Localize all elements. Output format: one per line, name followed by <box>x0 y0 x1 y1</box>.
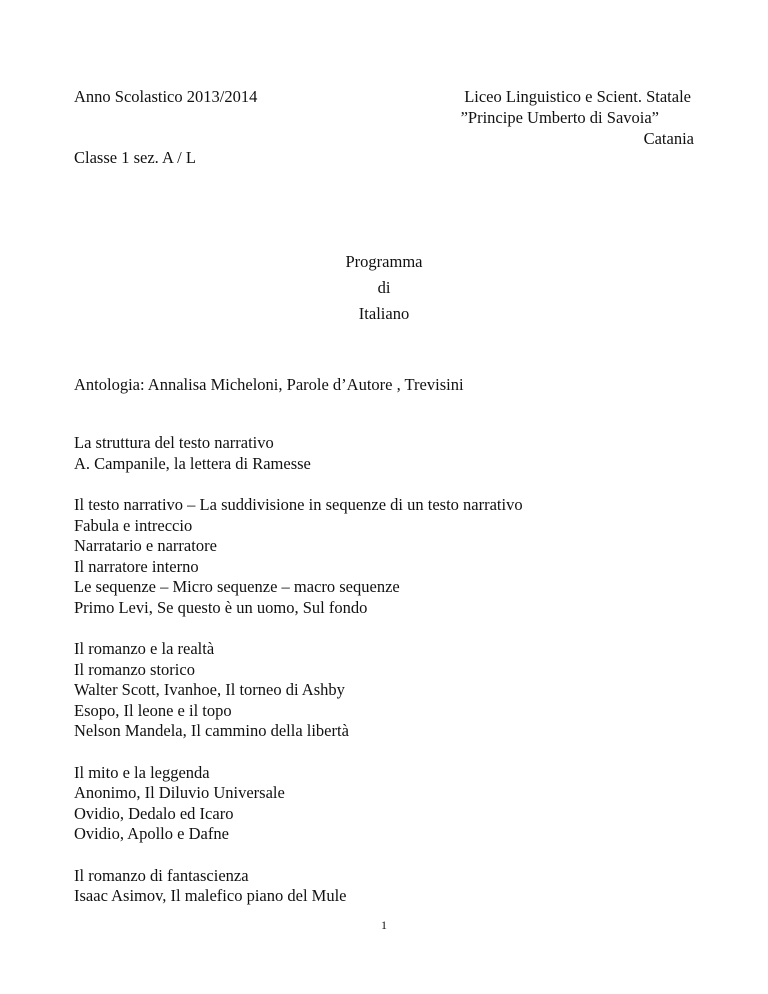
anthology-reference: Antologia: Annalisa Micheloni, Parole d’Autore , Trevisini <box>74 375 464 394</box>
program-section <box>74 495 714 618</box>
section-line: Narratario e narratore <box>74 536 217 555</box>
section-line: Il romanzo di fantascienza <box>74 865 249 885</box>
section-line: Nelson Mandela, Il cammino della libertà <box>74 721 349 740</box>
section-line: Ovidio, Dedalo ed Icaro <box>74 803 234 823</box>
program-section <box>74 866 714 907</box>
document-title <box>0 249 768 327</box>
title-line: di <box>377 278 391 297</box>
section-line: Il romanzo e la realtà <box>74 639 215 658</box>
title-line: Italiano <box>358 304 410 323</box>
section-line: Il testo narrativo – La suddivisione in sequenze di un testo narrativo <box>74 495 523 514</box>
section-line: A. Campanile, la lettera di Ramesse <box>74 453 311 473</box>
class-info: Classe 1 sez. A / L <box>74 148 196 167</box>
program-section <box>74 763 714 845</box>
program-section <box>74 433 714 474</box>
section-line: Il mito e la leggenda <box>74 762 210 782</box>
school-name-block <box>354 86 694 149</box>
school-city-line: Catania <box>643 129 694 148</box>
school-year: Anno Scolastico 2013/2014 <box>74 87 258 106</box>
program-sections <box>74 433 714 928</box>
section-line: Il narratore interno <box>74 556 199 576</box>
section-line: Le sequenze – Micro sequenze – macro sequenze <box>74 577 400 596</box>
page-number: 1 <box>381 918 387 932</box>
section-line: Esopo, Il leone e il topo <box>74 700 232 720</box>
section-line: Isaac Asimov, Il malefico piano del Mule <box>74 886 347 905</box>
section-line: Primo Levi, Se questo è un uomo, Sul fondo <box>74 597 368 617</box>
school-name-line: Liceo Linguistico e Scient. Statale <box>464 87 691 106</box>
section-line: La struttura del testo narrativo <box>74 433 274 452</box>
section-line: Fabula e intreccio <box>74 515 193 535</box>
program-section <box>74 639 714 742</box>
school-name-line: ”Principe Umberto di Savoia” <box>460 108 659 127</box>
section-line: Il romanzo storico <box>74 659 195 679</box>
section-line: Ovidio, Apollo e Dafne <box>74 824 229 843</box>
section-line: Anonimo, Il Diluvio Universale <box>74 783 285 802</box>
title-line: Programma <box>345 252 423 271</box>
section-line: Walter Scott, Ivanhoe, Il torneo di Ashby <box>74 680 345 699</box>
